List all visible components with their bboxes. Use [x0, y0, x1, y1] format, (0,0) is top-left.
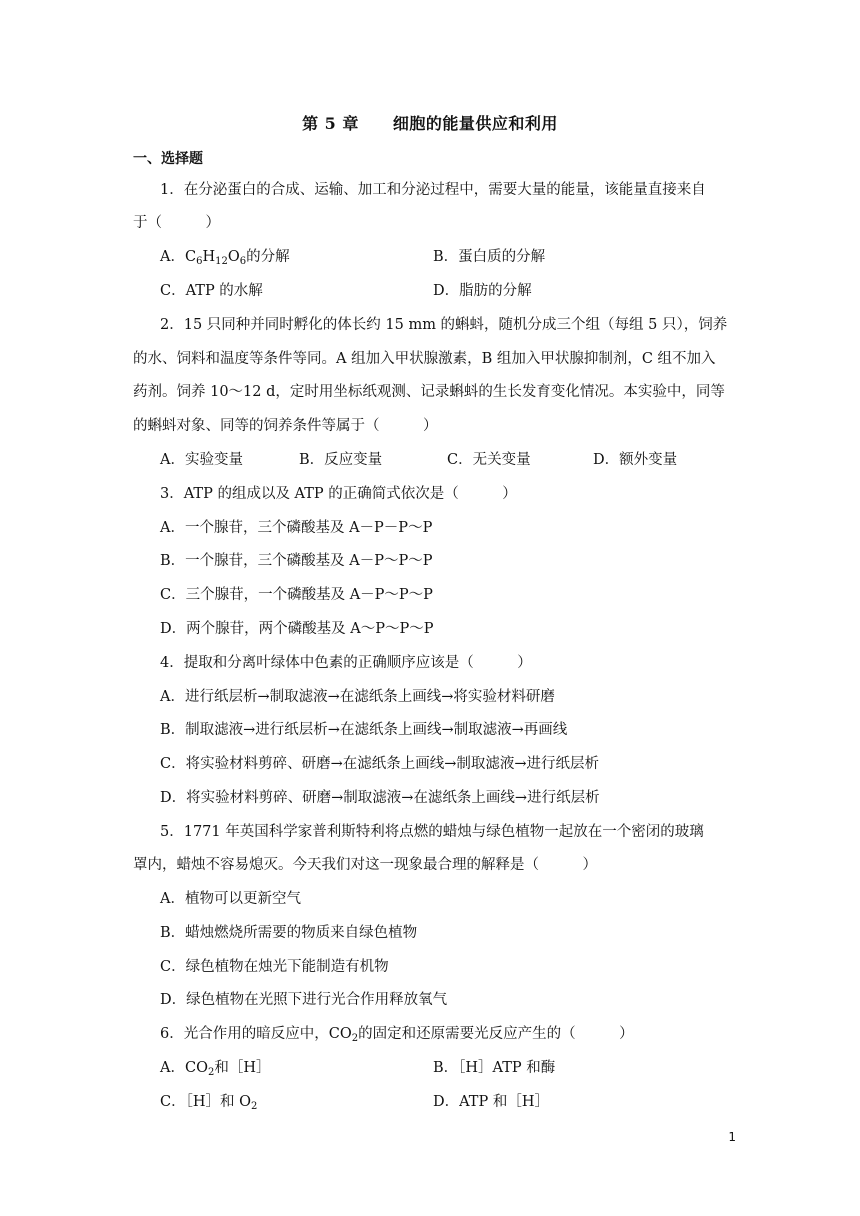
question-1-option-c: C．ATP 的水解: [160, 283, 263, 299]
question-5-option-b: B．蜡烛燃烧所需要的物质来自绿色植物: [160, 925, 418, 941]
question-2-stem-line-1: 2．15 只同种并同时孵化的体长约 15 mm 的蝌蚪，随机分成三个组（每组 5 只），饲养: [160, 317, 728, 333]
question-2-stem-line-4: 的蝌蚪对象、同等的饲养条件等属于（ ）: [133, 418, 438, 434]
question-1-stem-line-1: 1．在分泌蛋白的合成、运输、加工和分泌过程中，需要大量的能量，该能量直接来自: [160, 182, 706, 198]
question-6-option-a: A．$CO_2$和［H］: [160, 1060, 271, 1078]
question-2-stem-line-2: 的水、饲料和温度等条件等同。A 组加入甲状腺激素，B 组加入甲状腺抑制剂，C 组不加入: [133, 351, 716, 367]
question-4-option-a: A．进行纸层析→制取滤液→在滤纸条上画线→将实验材料研磨: [160, 689, 555, 705]
question-1-option-a: A．$C_6H_{12}O_6$的分解: [160, 249, 290, 267]
question-5-option-a: A．植物可以更新空气: [160, 891, 301, 907]
question-4-stem: 4．提取和分离叶绿体中色素的正确顺序应该是（ ）: [160, 655, 532, 671]
question-2-option-a: A．实验变量: [160, 452, 243, 468]
page-number: 1: [728, 1130, 736, 1144]
question-2-option-d: D．额外变量: [593, 452, 678, 468]
question-4-option-d: D．将实验材料剪碎、研磨→制取滤液→在滤纸条上画线→进行纸层析: [160, 790, 600, 806]
question-5-option-d: D．绿色植物在光照下进行光合作用释放氧气: [160, 992, 448, 1008]
chapter-name: 细胞的能量供应和利用: [392, 114, 558, 133]
question-6-stem: 6．光合作用的暗反应中，$CO_2$的固定和还原需要光反应产生的（ ）: [160, 1026, 634, 1044]
chapter-title: [0, 111, 860, 134]
question-3-option-b: B．一个腺苷，三个磷酸基及 A－P～P～P: [160, 553, 433, 569]
question-2-stem-line-3: 药剂。饲养 10～12 d，定时用坐标纸观测、记录蝌蚪的生长发育变化情况。本实验中，同等: [133, 384, 725, 400]
question-6-option-c: C．［H］和 $O_2$: [160, 1094, 258, 1112]
question-6-option-d: D．ATP 和［H］: [433, 1094, 549, 1110]
question-5-stem-line-2: 罩内，蜡烛不容易熄灭。今天我们对这一现象最合理的解释是（ ）: [133, 857, 597, 873]
section-heading: 一、选择题: [133, 151, 203, 167]
question-5-stem-line-1: 5．1771 年英国科学家普利斯特利将点燃的蜡烛与绿色植物一起放在一个密闭的玻璃: [160, 824, 704, 840]
question-5-option-c: C．绿色植物在烛光下能制造有机物: [160, 959, 389, 975]
question-3-option-d: D．两个腺苷，两个磷酸基及 A～P～P～P: [160, 621, 434, 637]
question-3-stem: 3．ATP 的组成以及 ATP 的正确简式依次是（ ）: [160, 486, 517, 502]
question-4-option-b: B．制取滤液→进行纸层析→在滤纸条上画线→制取滤液→再画线: [160, 722, 568, 738]
question-1-option-d: D．脂肪的分解: [433, 283, 532, 299]
question-2-option-b: B．反应变量: [299, 452, 383, 468]
question-2-option-c: C．无关变量: [447, 452, 531, 468]
question-6-option-b: B．［H］ATP 和酶: [433, 1060, 556, 1076]
question-3-option-a: A．一个腺苷，三个磷酸基及 A－P－P～P: [160, 520, 433, 536]
question-4-option-c: C．将实验材料剪碎、研磨→在滤纸条上画线→制取滤液→进行纸层析: [160, 756, 600, 772]
chapter-number: 第 5 章: [302, 114, 359, 133]
question-3-option-c: C．三个腺苷，一个磷酸基及 A－P～P～P: [160, 587, 433, 603]
question-1-option-b: B．蛋白质的分解: [433, 249, 546, 265]
question-1-stem-line-2: 于（ ）: [133, 215, 220, 231]
